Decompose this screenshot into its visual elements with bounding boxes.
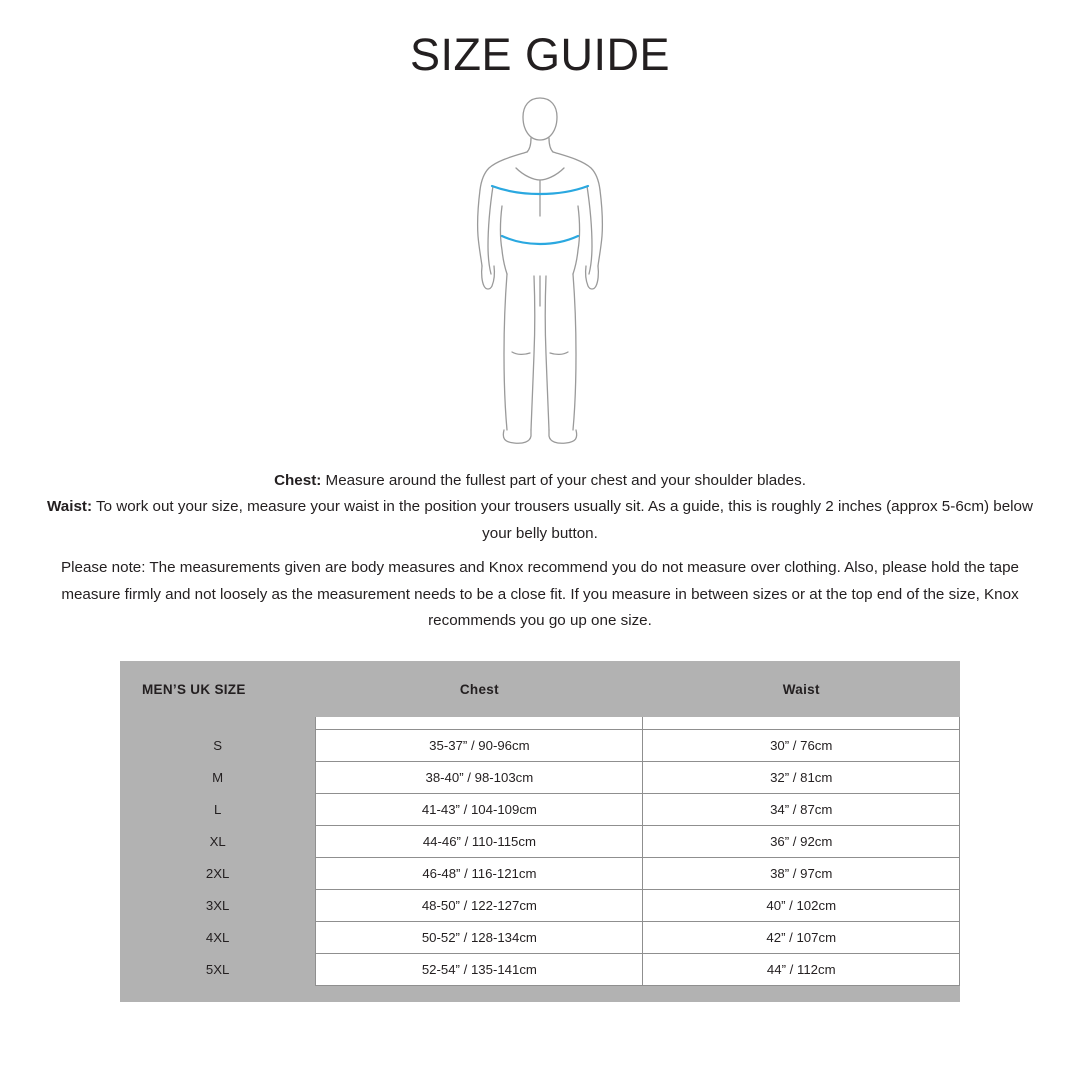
row-chest: 44-46” / 110-115cm bbox=[316, 826, 643, 858]
table-header-size: MEN’S UK SIZE bbox=[120, 661, 316, 717]
row-chest: 35-37” / 90-96cm bbox=[316, 730, 643, 762]
table-row bbox=[120, 890, 960, 922]
table-row bbox=[120, 762, 960, 794]
row-chest: 50-52” / 128-134cm bbox=[316, 922, 643, 954]
table-row bbox=[120, 858, 960, 890]
page-title: SIZE GUIDE bbox=[409, 29, 671, 80]
chest-note-label: Chest: bbox=[274, 471, 322, 489]
row-chest: 48-50” / 122-127cm bbox=[316, 890, 643, 922]
row-waist: 34” / 87cm bbox=[643, 794, 960, 826]
row-size: S bbox=[120, 730, 316, 762]
row-size: L bbox=[120, 794, 316, 826]
row-waist: 38” / 97cm bbox=[643, 858, 960, 890]
row-size: 4XL bbox=[120, 922, 316, 954]
size-table-wrap bbox=[120, 661, 960, 1002]
table-header-waist: Waist bbox=[643, 661, 960, 717]
bottom-cell-size bbox=[120, 986, 316, 1003]
row-size: M bbox=[120, 762, 316, 794]
table-spacer-row bbox=[120, 717, 960, 730]
row-size: 2XL bbox=[120, 858, 316, 890]
row-size: XL bbox=[120, 826, 316, 858]
row-chest: 41-43” / 104-109cm bbox=[316, 794, 643, 826]
row-size: 5XL bbox=[120, 954, 316, 986]
measurement-notes bbox=[35, 468, 1045, 636]
table-header-row bbox=[120, 661, 960, 717]
spacer-cell-size bbox=[120, 717, 316, 730]
waist-guide-line bbox=[502, 236, 578, 244]
row-chest: 52-54” / 135-141cm bbox=[316, 954, 643, 986]
bottom-cell-chest bbox=[316, 986, 643, 1003]
spacer-cell-chest bbox=[316, 717, 643, 730]
table-row bbox=[120, 826, 960, 858]
waist-note bbox=[35, 494, 1045, 547]
row-waist: 44” / 112cm bbox=[643, 954, 960, 986]
size-table bbox=[120, 661, 960, 1002]
row-size: 3XL bbox=[120, 890, 316, 922]
row-chest: 46-48” / 116-121cm bbox=[316, 858, 643, 890]
waist-note-label: Waist: bbox=[47, 498, 93, 516]
row-waist: 40” / 102cm bbox=[643, 890, 960, 922]
table-bottom-row bbox=[120, 986, 960, 1003]
row-waist: 30” / 76cm bbox=[643, 730, 960, 762]
chest-note bbox=[35, 468, 1045, 495]
waist-note-text: To work out your size, measure your waist in the position your trousers usually sit. As a guide, this is roughly 2 inches (approx 5-6cm) below your belly button. bbox=[92, 498, 1033, 542]
row-chest: 38-40” / 98-103cm bbox=[316, 762, 643, 794]
bottom-cell-waist bbox=[643, 986, 960, 1003]
table-row bbox=[120, 730, 960, 762]
male-torso-measurement-diagram bbox=[430, 94, 650, 454]
chest-note-text: Measure around the fullest part of your chest and your shoulder blades. bbox=[321, 471, 806, 489]
table-header-chest: Chest bbox=[316, 661, 643, 717]
row-waist: 42” / 107cm bbox=[643, 922, 960, 954]
row-waist: 32” / 81cm bbox=[643, 762, 960, 794]
table-row bbox=[120, 922, 960, 954]
spacer-cell-waist bbox=[643, 717, 960, 730]
figure-wrap bbox=[0, 94, 1080, 454]
please-note-text: Please note: The measurements given are body measures and Knox recommend you do not measure over clothing. Also, please hold the tape measure firmly and not loosely as the measurement needs to be a close fit. If you measure in between sizes or at the top end of the size, Knox recommends you go up one size. bbox=[61, 559, 1019, 630]
table-row bbox=[120, 794, 960, 826]
row-waist: 36” / 92cm bbox=[643, 826, 960, 858]
table-row bbox=[120, 954, 960, 986]
